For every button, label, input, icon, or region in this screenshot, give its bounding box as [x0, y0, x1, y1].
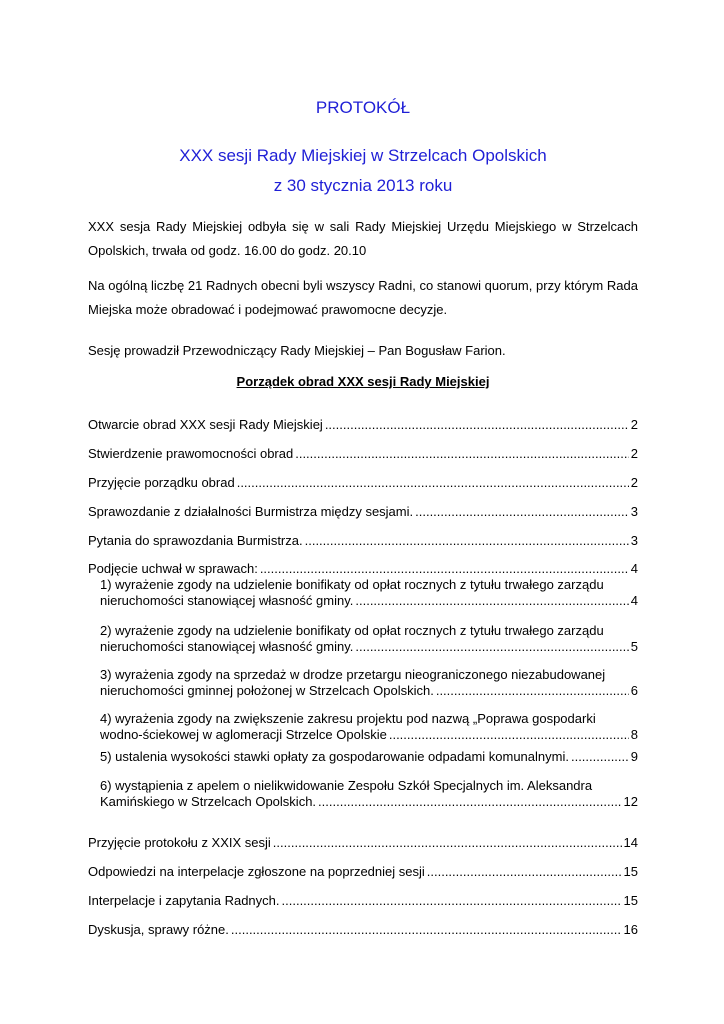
toc-item: Stwierdzenie prawomocności obrad ..... 2 [88, 433, 638, 462]
toc-item: Pytania do sprawozdania Burmistrza. ..... 3 [88, 520, 638, 549]
toc-subitem: 1) wyrażenie zgody na udzielenie bonifikaty od opłat rocznych z tytułu trwałego zarządu nieruchomości stanowiącej własność gminy. ..... 4 [88, 577, 638, 623]
toc-item: Sprawozdanie z działalności Burmistrza między sesjami. ..... 3 [88, 491, 638, 520]
toc-item: Dyskusja, sprawy różne. ..... 16 [88, 909, 638, 938]
toc-item: Podjęcie uchwał w sprawach: ..... 4 [88, 549, 638, 577]
document-title: PROTOKÓŁ [315, 98, 411, 117]
paragraph-quorum: Na ogólną liczbę 21 Radnych obecni byli wszyscy Radni, co stanowi quorum, przy którym Rada Miejska może obradować i podejmować prawomocne decyzje. [88, 278, 638, 317]
paragraph-session-info: XXX sesja Rady Miejskiej odbyła się w sali Rady Miejskiej Urzędu Miejskiego w Strzelcach Opolskich, trwała od godz. 16.00 do godz. 20.10 [88, 219, 638, 258]
toc-item: Odpowiedzi na interpelacje zgłoszone na poprzedniej sesji ..... 15 [88, 851, 638, 880]
document-subtitle-line2: z 30 stycznia 2013 roku [273, 176, 453, 195]
paragraph-chairman: Sesję prowadził Przewodniczący Rady Miejskiej – Pan Bogusław Farion. [88, 343, 506, 358]
toc-heading: Porządek obrad XXX sesji Rady Miejskiej [236, 374, 490, 389]
table-of-contents [88, 404, 638, 938]
document-subtitle-line1: XXX sesji Rady Miejskiej w Strzelcach Opolskich [179, 146, 547, 165]
toc-item: Przyjęcie porządku obrad ..... 2 [88, 462, 638, 491]
toc-subitem: 4) wyrażenia zgody na zwiększenie zakresu projektu pod nazwą „Poprawa gospodarki wodno-ściekowej w aglomeracji Strzelce Opolskie ..... 8 [88, 711, 638, 749]
toc-subitem: 3) wyrażenia zgody na sprzedaż w drodze przetargu nieograniczonego niezabudowanej nieruchomości gminnej położonej w Strzelcach Opolskich. ..... 6 [88, 667, 638, 711]
toc-subitem: 2) wyrażenie zgody na udzielenie bonifikaty od opłat rocznych z tytułu trwałego zarządu nieruchomości stanowiącej własność gminy. ..... 5 [88, 623, 638, 667]
toc-item: Interpelacje i zapytania Radnych. ..... 15 [88, 880, 638, 909]
toc-item: Przyjęcie protokołu z XXIX sesji ..... 14 [88, 822, 638, 851]
toc-subitem: 6) wystąpienia z apelem o nielikwidowanie Zespołu Szkół Specjalnych im. Aleksandra Kamińskiego w Strzelcach Opolskich. ..... 12 [88, 778, 638, 822]
toc-subitem: 5) ustalenia wysokości stawki opłaty za gospodarowanie odpadami komunalnymi. ..... 9 [88, 749, 638, 778]
toc-item: Otwarcie obrad XXX sesji Rady Miejskiej ..... 2 [88, 404, 638, 433]
